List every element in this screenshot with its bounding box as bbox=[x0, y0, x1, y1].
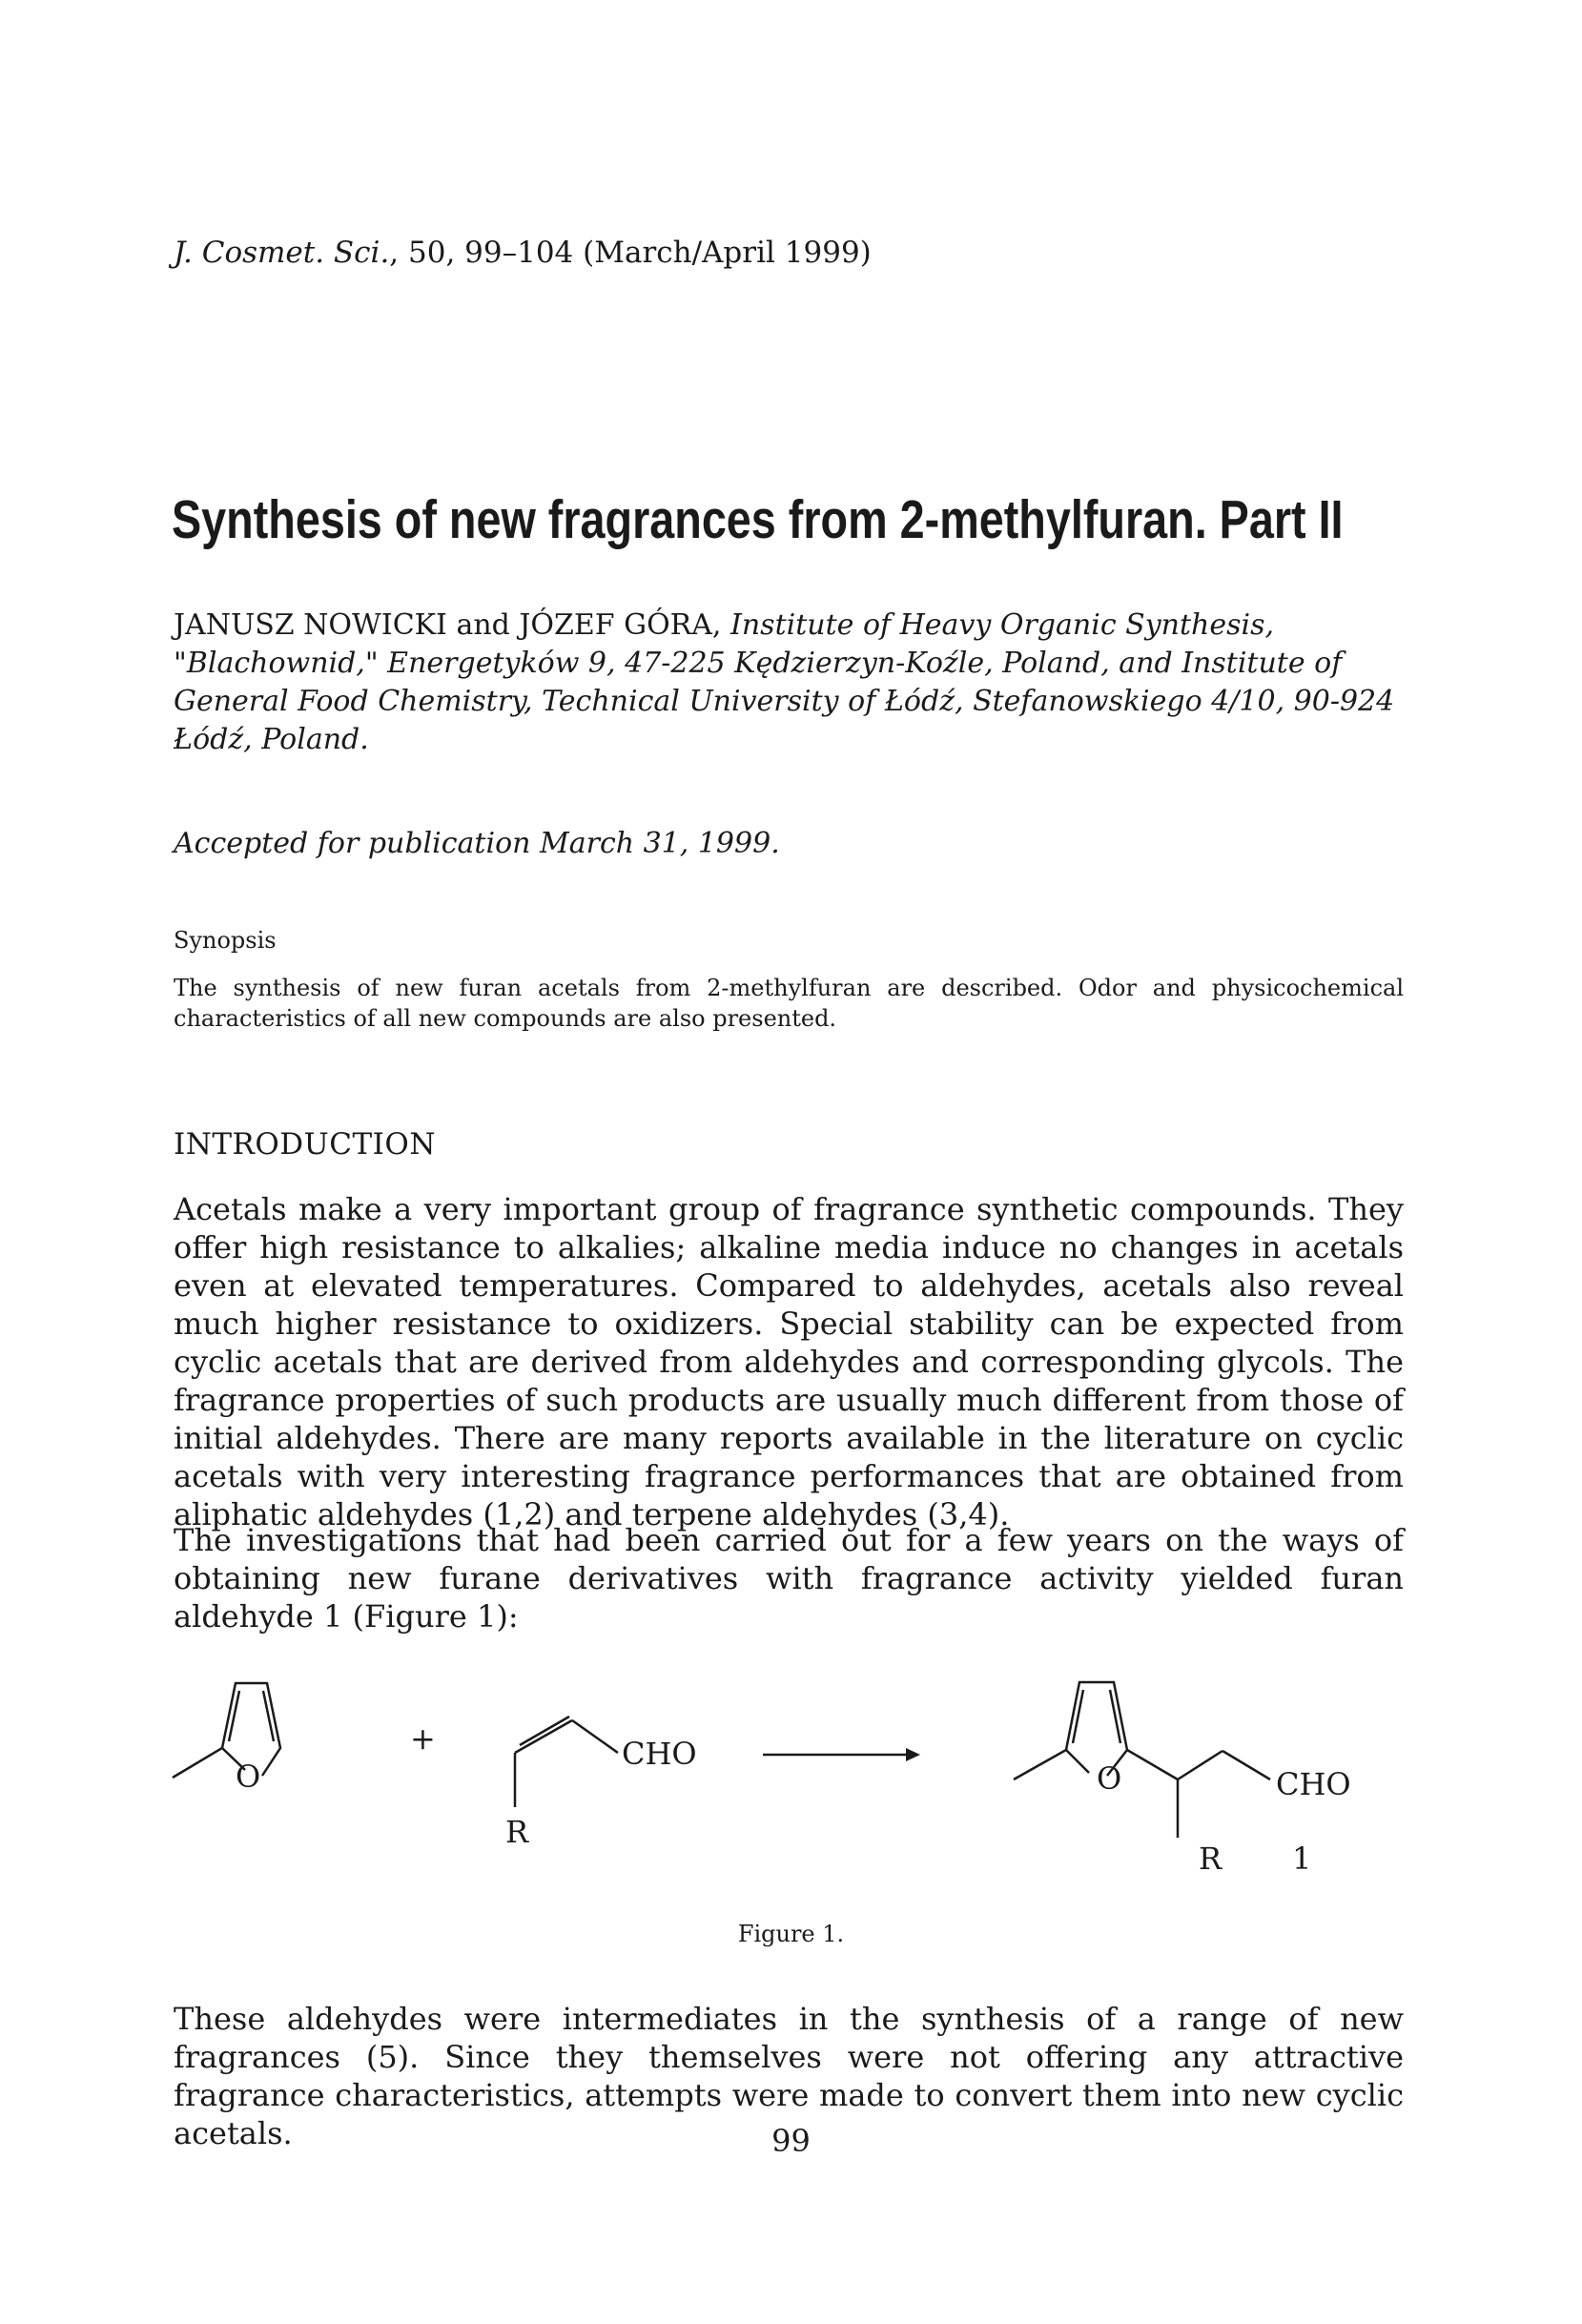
introduction-heading: INTRODUCTION bbox=[174, 1127, 436, 1162]
running-head bbox=[174, 234, 872, 272]
r-label: R bbox=[1199, 1841, 1222, 1877]
author-names: JANUSZ NOWICKI and JÓZEF GÓRA, bbox=[174, 608, 722, 642]
synopsis-heading: Synopsis bbox=[174, 927, 277, 954]
citation: , 50, 99–104 (March/April 1999) bbox=[389, 236, 872, 270]
author-block bbox=[174, 607, 1404, 759]
journal-name: J. Cosmet. Sci. bbox=[174, 236, 390, 270]
page-number: 99 bbox=[771, 2123, 811, 2159]
paragraph-1: Acetals make a very important group of fragrance synthetic compounds. They offer high resistance to alkalies; alkaline media induce no changes in acetals even at elevated temperatures. Compared to aldehydes, acetals also reveal much higher resistance to oxidizers. Special stability can be expected from cyclic acetals that are derived from aldehydes and corresponding glycols. The fragrance properties of such products are usually much different from those of initial aldehydes. There are many reports available in the literature on cyclic acetals with very interesting fragrance performances that are obtained from aliphatic aldehydes (1,2) and terpene aldehydes (3,4). bbox=[174, 1191, 1404, 1532]
r-label: R bbox=[505, 1814, 529, 1850]
plus-sign: + bbox=[410, 1720, 436, 1757]
figure-caption: Figure 1. bbox=[737, 1921, 845, 1947]
reaction-scheme bbox=[153, 1659, 1411, 1888]
arrow-head bbox=[906, 1748, 920, 1761]
oxygen-label: O bbox=[236, 1758, 261, 1795]
oxygen-label: O bbox=[1097, 1760, 1122, 1797]
compound-number: 1 bbox=[1292, 1841, 1312, 1877]
paragraph-3: These aldehydes were intermediates in the synthesis of a range of new fragrances (5). Since they themselves were not offering any attractive fragrance characteristics, attempts were made to convert them into new cyclic acetals. bbox=[174, 2001, 1404, 2151]
article-title: Synthesis of new fragrances from 2-methylfuran. Part II bbox=[172, 489, 1344, 550]
cho-label: CHO bbox=[1276, 1766, 1351, 1802]
2-methylfuran-structure bbox=[173, 1683, 280, 1778]
accepted-date: Accepted for publication March 31, 1999. bbox=[174, 827, 780, 860]
cho-label: CHO bbox=[622, 1736, 697, 1772]
unsaturated-aldehyde-structure bbox=[515, 1717, 618, 1807]
furan-aldehyde-product-structure bbox=[1014, 1682, 1270, 1838]
author-affiliation: Institute of Heavy Organic Synthesis, "Blachownid," Energetyków 9, 47-225 Kędzierzyn-Koźle, Poland, and Institute of General Food Chemistry, Technical University of Łódź, Stefanowskiego 4/10, 90-924 Łódź, Poland. bbox=[174, 608, 1395, 756]
synopsis-text: The synthesis of new furan acetals from 2-methylfuran are described. Odor and physicochemical characteristics of all new compounds are also presented. bbox=[174, 975, 1404, 1032]
paragraph-2: The investigations that had been carried out for a few years on the ways of obtaining new furane derivatives with fragrance activity yielded furan aldehyde 1 (Figure 1): bbox=[174, 1522, 1404, 1635]
figure-1 bbox=[153, 1659, 1411, 1888]
